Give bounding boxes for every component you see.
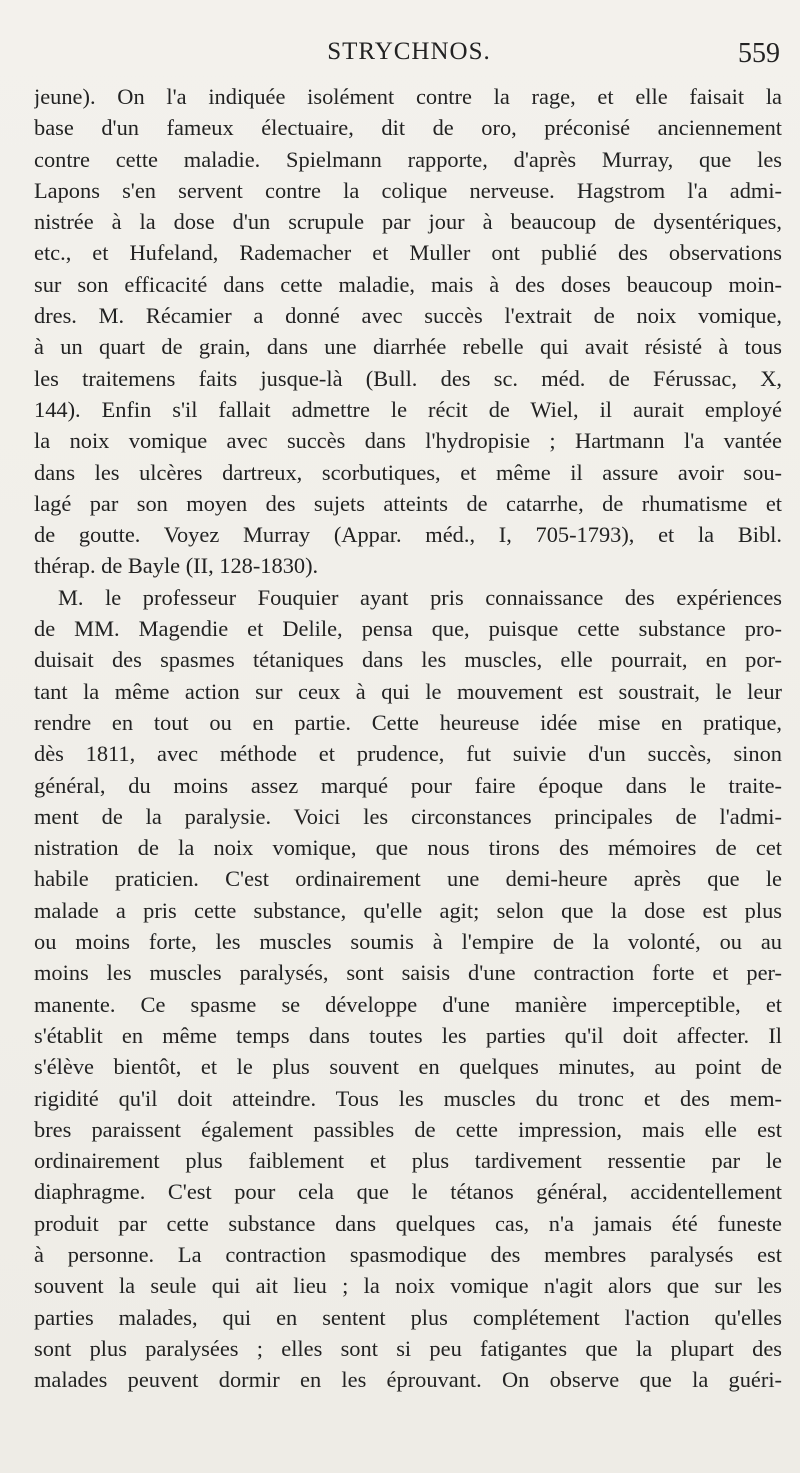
text-line: les traitemens faits jusque-là (Bull. des sc. méd. de Férussac, X, [34, 365, 782, 391]
text-line: nistrée à la dose d'un scrupule par jour à beaucoup de dysentériques, [34, 209, 782, 235]
page-number: 559 [738, 38, 780, 69]
text-line: dès 1811, avec méthode et prudence, fut suivie d'un succès, sinon [34, 741, 782, 767]
text-line: sur son efficacité dans cette maladie, mais à des doses beaucoup moin- [34, 271, 782, 297]
text-line: dres. M. Récamier a donné avec succès l'extrait de noix vomique, [34, 303, 782, 329]
text-line: habile praticien. C'est ordinairement une demi-heure après que le [34, 866, 782, 892]
text-line: tant la même action sur ceux à qui le mouvement est soustrait, le leur [34, 678, 782, 704]
text-line: de goutte. Voyez Murray (Appar. méd., I, 705-1793), et la Bibl. [34, 522, 782, 548]
text-line: s'établit en même temps dans toutes les parties qu'il doit affecter. Il [34, 1022, 782, 1048]
text-line: duisait des spasmes tétaniques dans les muscles, elle pourrait, en por- [34, 647, 782, 673]
text-line: manente. Ce spasme se développe d'une manière imperceptible, et [34, 991, 782, 1017]
text-line: rendre en tout ou en partie. Cette heureuse idée mise en pratique, [34, 709, 782, 735]
body-text [34, 81, 782, 1395]
text-line: bres paraissent également passibles de cette impression, mais elle est [34, 1116, 782, 1142]
text-line: général, du moins assez marqué pour faire époque dans le traite- [34, 772, 782, 798]
text-line: Lapons s'en servent contre la colique nerveuse. Hagstrom l'a admi- [34, 177, 782, 203]
text-line: sont plus paralysées ; elles sont si peu fatigantes que la plupart des [34, 1335, 782, 1361]
text-line: s'élève bientôt, et le plus souvent en quelques minutes, au point de [34, 1054, 782, 1080]
text-line: etc., et Hufeland, Rademacher et Muller ont publié des observations [34, 240, 782, 266]
text-line: 144). Enfin s'il fallait admettre le récit de Wiel, il aurait employé [34, 396, 782, 422]
text-line: thérap. de Bayle (II, 128-1830). [34, 553, 319, 579]
text-line: dans les ulcères dartreux, scorbutiques, et même il assure avoir sou- [34, 459, 782, 485]
text-line: ment de la paralysie. Voici les circonstances principales de l'admi- [34, 803, 782, 829]
text-line: rigidité qu'il doit atteindre. Tous les muscles du tronc et des mem- [34, 1085, 782, 1111]
text-line: à personne. La contraction spasmodique des membres paralysés est [34, 1241, 782, 1267]
text-line: à un quart de grain, dans une diarrhée rebelle qui avait résisté à tous [34, 334, 782, 360]
text-line: M. le professeur Fouquier ayant pris connaissance des expériences [58, 584, 782, 610]
text-line: ordinairement plus faiblement et plus tardivement ressentie par le [34, 1148, 782, 1174]
text-line: moins les muscles paralysés, sont saisis d'une contraction forte et per- [34, 960, 782, 986]
text-line: de MM. Magendie et Delile, pensa que, puisque cette substance pro- [34, 616, 782, 642]
text-line: lagé par son moyen des sujets atteints de catarrhe, de rhumatisme et [34, 490, 782, 516]
text-line: diaphragme. C'est pour cela que le tétanos général, accidentellement [34, 1179, 782, 1205]
text-line: nistration de la noix vomique, que nous tirons des mémoires de cet [34, 835, 782, 861]
text-line: base d'un fameux électuaire, dit de oro, préconisé anciennement [34, 115, 782, 141]
text-line: contre cette maladie. Spielmann rapporte, d'après Murray, que les [34, 146, 782, 172]
text-line: ou moins forte, les muscles soumis à l'empire de la volonté, ou au [34, 929, 782, 955]
text-line: produit par cette substance dans quelques cas, n'a jamais été funeste [34, 1210, 782, 1236]
text-line: parties malades, qui en sentent plus complétement l'action qu'elles [34, 1304, 782, 1330]
text-line: jeune). On l'a indiquée isolément contre la rage, et elle faisait la [34, 84, 782, 109]
page-header [34, 38, 784, 78]
text-line: malade a pris cette substance, qu'elle agit; selon que la dose est plus [34, 897, 782, 923]
text-line: malades peuvent dormir en les éprouvant. On observe que la guéri- [34, 1367, 782, 1393]
text-line: souvent la seule qui ait lieu ; la noix vomique n'agit alors que sur les [34, 1273, 782, 1299]
running-head: STRYCHNOS. [327, 38, 491, 65]
text-line: la noix vomique avec succès dans l'hydropisie ; Hartmann l'a vantée [34, 428, 782, 454]
